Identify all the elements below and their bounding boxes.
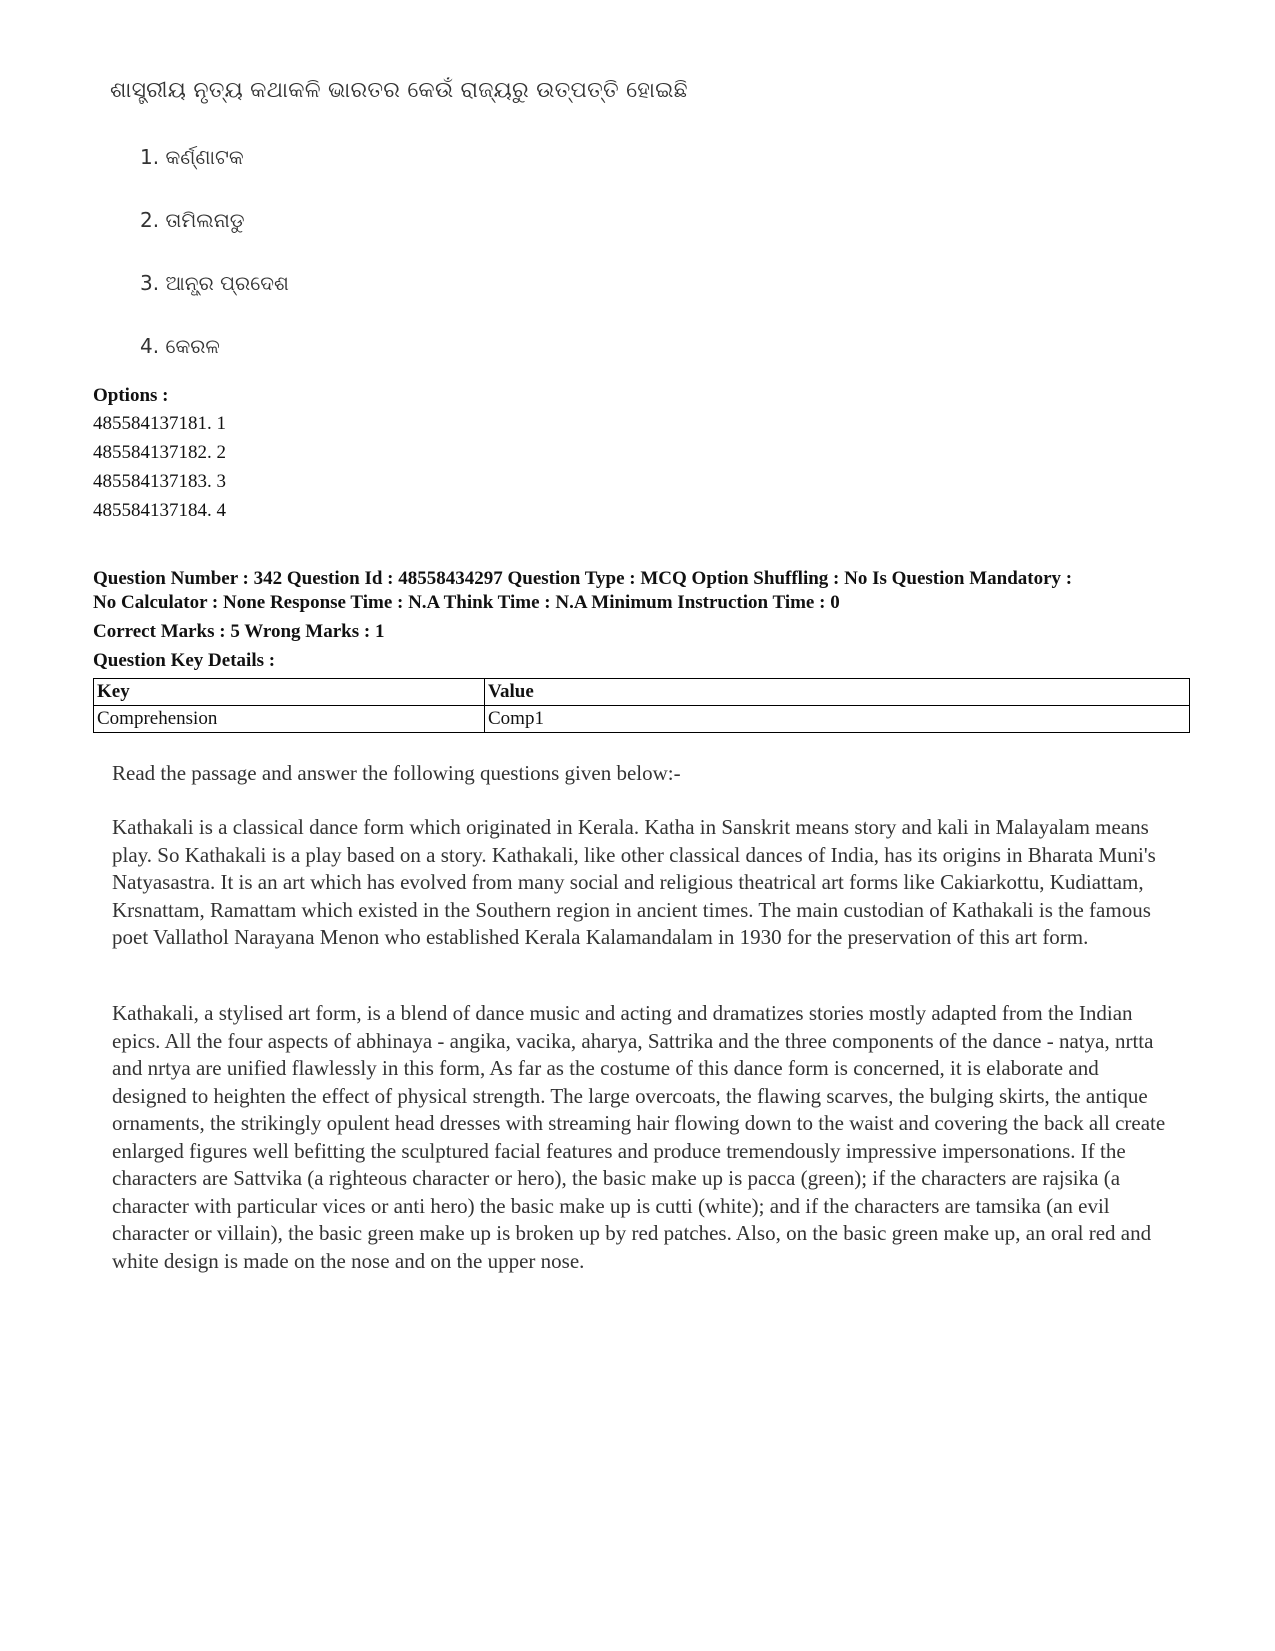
passage-paragraph-2: Kathakali, a stylised art form, is a blend of dance music and acting and dramatizes stories mostly adapted from the Indian epics. All the four aspects of abhinaya - angika, vacika, aharya, Sattrika and the three components of the dance - natya, nrtta and nrtya are unified flawlessly in this form, As far as the costume of this dance form is concerned, it is elaborate and designed to heighten the effect of physical strength. The large overcoats, the flawing scarves, the bulging skirts, the antique ornaments, the strikingly opulent head dresses with streaming hair flowing down to the waist and covering the back all create enlarged figures well befitting the sculptured facial features and produce tremendously impressive impersonations. If the characters are Sattvika (a righteous character or hero), the basic make up is pacca (green); if the characters are rajsika (a character with particular vices or anti hero) the basic make up is cutti (white); and if the characters are tamsika (an evil character or villain), the basic green make up is broken up by red patches. Also, on the basic green make up, an oral red and white design is made on the nose and on the upper nose.: [112, 1001, 1166, 1273]
marks-line: Correct Marks : 5 Wrong Marks : 1: [93, 621, 385, 642]
question-option-3: 3. ଆନ୍ଧ୍ର ପ୍ରଦେଶ: [140, 271, 289, 295]
option-id-3: 485584137183. 3: [93, 471, 226, 492]
question-key-table: [93, 678, 1190, 733]
option-id-1: 485584137181. 1: [93, 413, 226, 434]
option-id-4: 485584137184. 4: [93, 500, 226, 521]
option-id-2: 485584137182. 2: [93, 442, 226, 463]
key-details-label: Question Key Details :: [93, 650, 276, 671]
table-cell-key: Comprehension: [94, 706, 485, 733]
table-cell-value: Comp1: [485, 706, 1190, 733]
question-option-4: 4. କେରଳ: [140, 334, 220, 358]
table-header-row: [94, 679, 1190, 706]
question-meta-line2: No Calculator : None Response Time : N.A Think Time : N.A Minimum Instruction Time : 0: [93, 592, 840, 613]
passage-paragraph-1: Kathakali is a classical dance form which originated in Kerala. Katha in Sanskrit means story and kali in Malayalam means play. So Kathakali is a play based on a story. Kathakali, like other classical dances of India, has its origins in Bharata Muni's Natyasastra. It is an art which has evolved from many social and religious theatrical art forms like Cakiarkottu, Kudiattam, Krsnattam, Ramattam which existed in the Southern region in ancient times. The main custodian of Kathakali is the famous poet Vallathol Narayana Menon who established Kerala Kalamandalam in 1930 for the preservation of this art form.: [112, 815, 1156, 949]
question-option-1: 1. କର୍ଣ୍ଣାଟକ: [140, 145, 244, 169]
column-header-key: Key: [94, 679, 485, 706]
options-label: Options :: [93, 385, 169, 406]
question-text: ଶାସ୍ତ୍ରୀୟ ନୃତ୍ୟ କଥାକଳି ଭାରତର କେଉଁ ରାଜ୍ୟରୁ ଉତ୍ପତ୍ତି ହୋଇଛି: [110, 78, 688, 103]
question-meta-line1: Question Number : 342 Question Id : 48558434297 Question Type : MCQ Option Shuffling : No Is Question Mandatory :: [93, 568, 1073, 589]
table-row: [94, 706, 1190, 733]
passage-intro: Read the passage and answer the following questions given below:-: [112, 761, 681, 785]
question-option-2: 2. ତାମିଲନାଡୁ: [140, 208, 245, 232]
column-header-value: Value: [485, 679, 1190, 706]
